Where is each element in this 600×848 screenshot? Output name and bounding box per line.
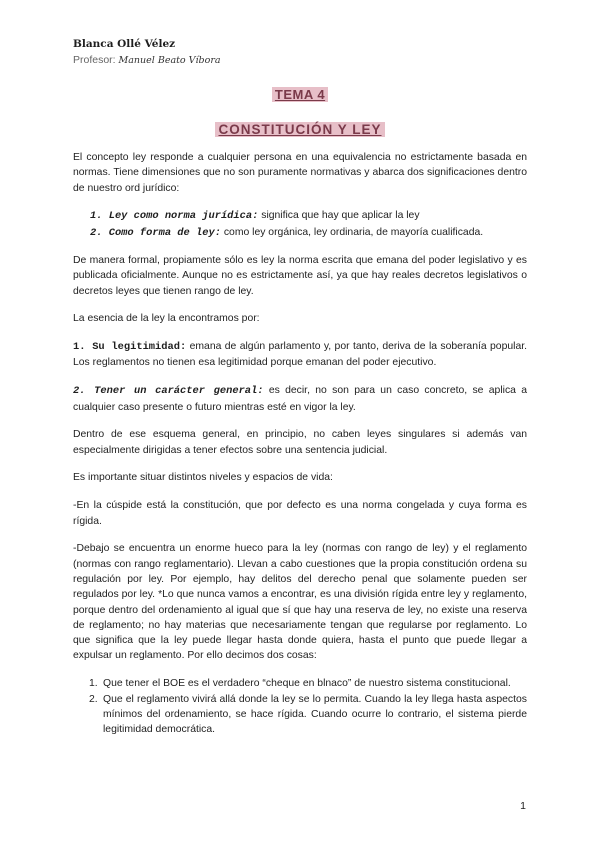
list-item xyxy=(73,692,527,738)
item-number: 1. xyxy=(89,678,98,690)
meaning-text: como ley orgánica, ley ordinaria, de mayoría cualificada. xyxy=(220,226,484,238)
item-number: 2. xyxy=(89,693,98,705)
formal-paragraph: De manera formal, propiamente sólo es ley la norma escrita que emana del poder legislativo y es publicada oficialmente. Aunque no es estrictamente así, ya que hay reales decretos legislativos o decretos leyes que tienen rango de ley. xyxy=(73,254,527,297)
essence-intro: La esencia de la ley la encontramos por: xyxy=(73,313,260,325)
level-top-paragraph: -En la cúspide está la constitución, que por defecto es una norma congelada y cuya forma es rígida. xyxy=(73,500,527,527)
item-text: Que tener el BOE es el verdadero “cheque en blnaco” de nuestro sistema constitucional. xyxy=(103,678,511,690)
tema-heading xyxy=(0,86,600,104)
essence-text: es decir, no son para un caso concreto, se aplica a cualquier caso presente o futuro mientras esté en vigor la ley. xyxy=(73,385,528,413)
meaning-label: 2. Como forma de ley: xyxy=(90,226,221,239)
page-number: 1 xyxy=(520,800,526,812)
essence-legitimacy xyxy=(73,339,527,371)
professor-label: Profesor: xyxy=(73,54,116,66)
meaning-label: 1. Ley como norma jurídica: xyxy=(90,210,259,223)
item-text: Que el reglamento vivirá allá donde la ley se lo permita. Cuando la ley llega hasta aspectos mínimos del ordenamiento, se hace rígida. Cuando ocurre lo contrario, el sistema pierde legitimidad democrática. xyxy=(103,693,527,736)
intro-paragraph: El concepto ley responde a cualquier persona en una equivalencia no estrictamente basada en normas. Tiene dimensiones que no son puramente normativas y abarca dos significaciones dentro de nuestro ord jurídico: xyxy=(73,152,527,194)
title-label: CONSTITUCIÓN Y LEY xyxy=(215,122,384,137)
tema-label: TEMA 4 xyxy=(272,87,328,102)
essence-label: 1. Su legitimidad: xyxy=(73,341,187,354)
page-title xyxy=(0,121,600,139)
author-name: Blanca Ollé Vélez xyxy=(73,38,176,50)
professor-line xyxy=(73,54,221,66)
professor-name: Manuel Beato Víbora xyxy=(118,55,221,66)
list-item xyxy=(90,208,527,224)
essence-general xyxy=(73,383,527,415)
meanings-list xyxy=(73,208,527,241)
meaning-text: significa que hay que aplicar la ley xyxy=(258,210,420,222)
conclusions-list xyxy=(73,676,527,737)
list-item xyxy=(90,225,527,241)
essence-text: emana de algún parlamento y, por tanto, deriva de la soberanía popular. Los reglamentos no tienen esa legitimidad porque emanan del poder ejecutivo. xyxy=(73,341,527,369)
essence-label: 2. Tener un carácter general: xyxy=(73,385,264,398)
document-body xyxy=(73,150,527,737)
list-item xyxy=(73,676,527,691)
scheme-paragraph: Dentro de ese esquema general, en principio, no caben leyes singulares si además van especialmente dirigidas a tener efectos sobre una sentencia judicial. xyxy=(73,429,527,456)
levels-intro: Es importante situar distintos niveles y espacios de vida: xyxy=(73,472,333,484)
level-below-paragraph: -Debajo se encuentra un enorme hueco para la ley (normas con rango de ley) y el reglamento (normas con rango reglamentario). Llevan a cabo cuestiones que la propia constitución ordena su regulación por ley. Por ejemplo, hay delitos del derecho penal que solamente pueden ser regulados por ley. *Lo que nunca vamos a encontrar, es una división rígida entre ley y reglamento, porque dentro del ordenamiento al igual que sí que hay una reserva de ley, no existe una reserva de reglamento; no hay materias que necesariamente tengan que regularse por reglamento. Lo que significa que la ley puede llegar hasta donde quiera, hasta el punto que puede llegar a expulsar un reglamento. Por ello decimos dos cosas: xyxy=(73,543,527,662)
